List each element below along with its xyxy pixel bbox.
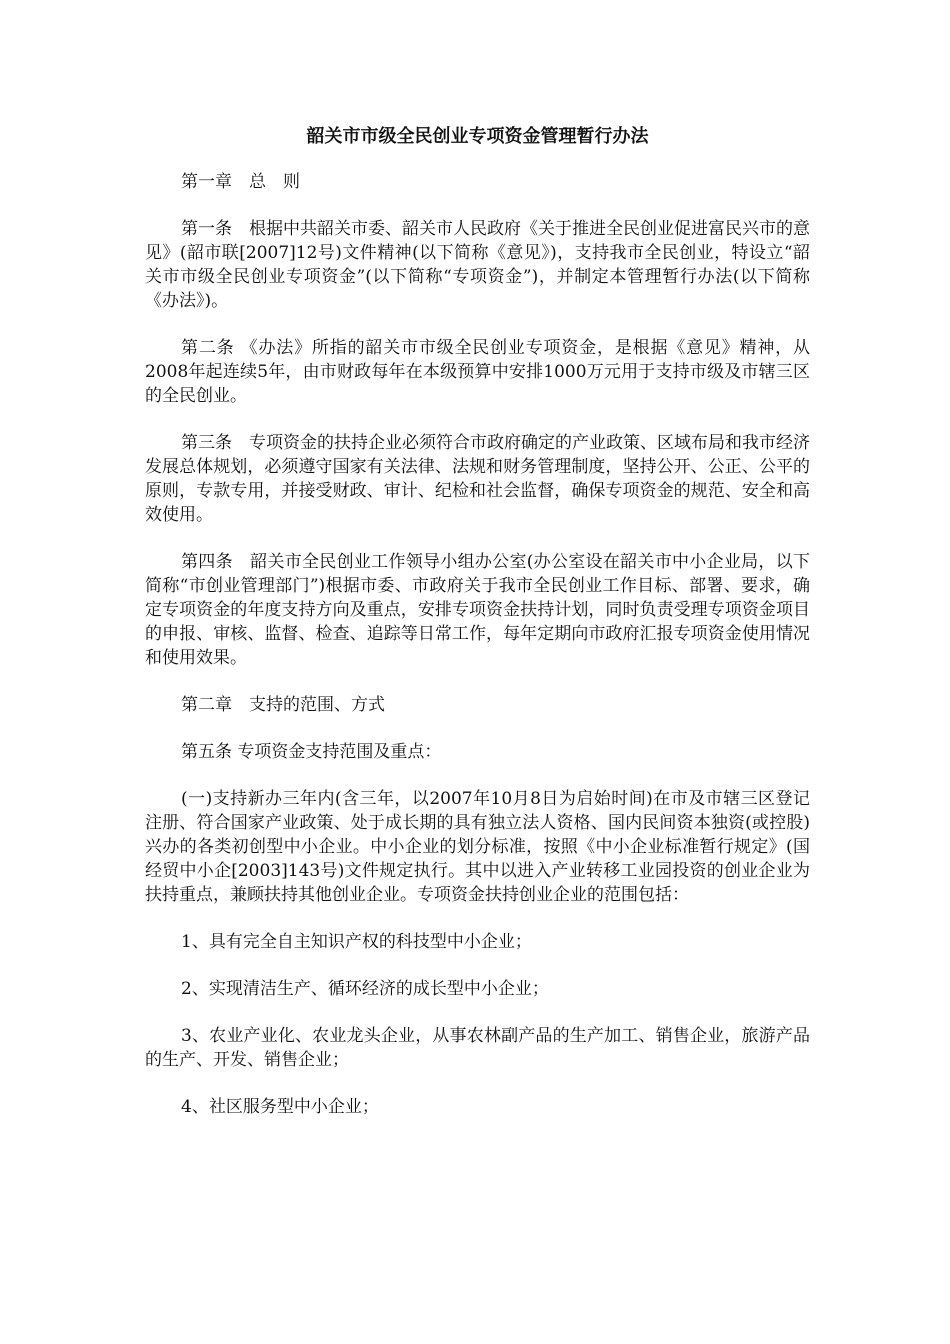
article-paragraph: 第三条 专项资金的扶持企业必须符合市政府确定的产业政策、区域布局和我市经济发展总体规划，必须遵守国家有关法律、法规和财务管理制度，坚持公开、公正、公平的原则，专款专用，并接受财政、审计、纪检和社会监督，确保专项资金的规范、安全和高效使用。 [145, 433, 810, 525]
list-item: 1、具有完全自主知识产权的科技型中小企业； [181, 932, 532, 952]
article-paragraph: 第二条 《办法》所指的韶关市市级全民创业专项资金，是根据《意见》精神，从2008年起连续5年，由市财政每年在本级预算中安排1000万元用于支持市级及市辖三区的全民创业。 [145, 338, 810, 406]
list-item: 3、农业产业化、农业龙头企业，从事农林副产品的生产加工、销售企业，旅游产品的生产、开发、销售企业； [145, 1026, 810, 1070]
article-paragraph: 第五条 专项资金支持范围及重点： [181, 742, 442, 762]
list-item: 2、实现清洁生产、循环经济的成长型中小企业； [181, 979, 549, 999]
article-paragraph: 第一条 根据中共韶关市委、韶关市人民政府《关于推进全民创业促进富民兴市的意见》(韶市联[2007]12号)文件精神(以下简称《意见》)，支持我市全民创业，特设立“韶关市市级全民创业专项资金”(以下简称“专项资金”)，并制定本管理暂行办法(以下简称《办法》)。 [145, 219, 810, 311]
document-title: 韶关市市级全民创业专项资金管理暂行办法 [306, 126, 649, 147]
chapter-heading: 第一章 总 则 [181, 172, 300, 192]
chapter-heading: 第二章 支持的范围、方式 [181, 695, 385, 715]
list-item: 4、社区服务型中小企业； [181, 1097, 379, 1117]
article-paragraph: (一)支持新办三年内(含三年，以2007年10月8日为启始时间)在市及市辖三区登记注册、符合国家产业政策、处于成长期的具有独立法人资格、国内民间资本独资(或控股)兴办的各类初创型中小企业。中小企业的划分标准，按照《中小企业标准暂行规定》(国经贸中小企[2003]143号)文件规定执行。其中以进入产业转移工业园投资的创业企业为扶持重点，兼顾扶持其他创业企业。专项资金扶持创业企业的范围包括： [145, 789, 810, 905]
article-paragraph: 第四条 韶关市全民创业工作领导小组办公室(办公室设在韶关市中小企业局，以下简称“市创业管理部门”)根据市委、市政府关于我市全民创业工作目标、部署、要求，确定专项资金的年度支持方向及重点，安排专项资金扶持计划，同时负责受理专项资金项目的申报、审核、监督、检查、追踪等日常工作，每年定期向市政府汇报专项资金使用情况和使用效果。 [145, 552, 810, 668]
document-body [145, 124, 810, 1142]
